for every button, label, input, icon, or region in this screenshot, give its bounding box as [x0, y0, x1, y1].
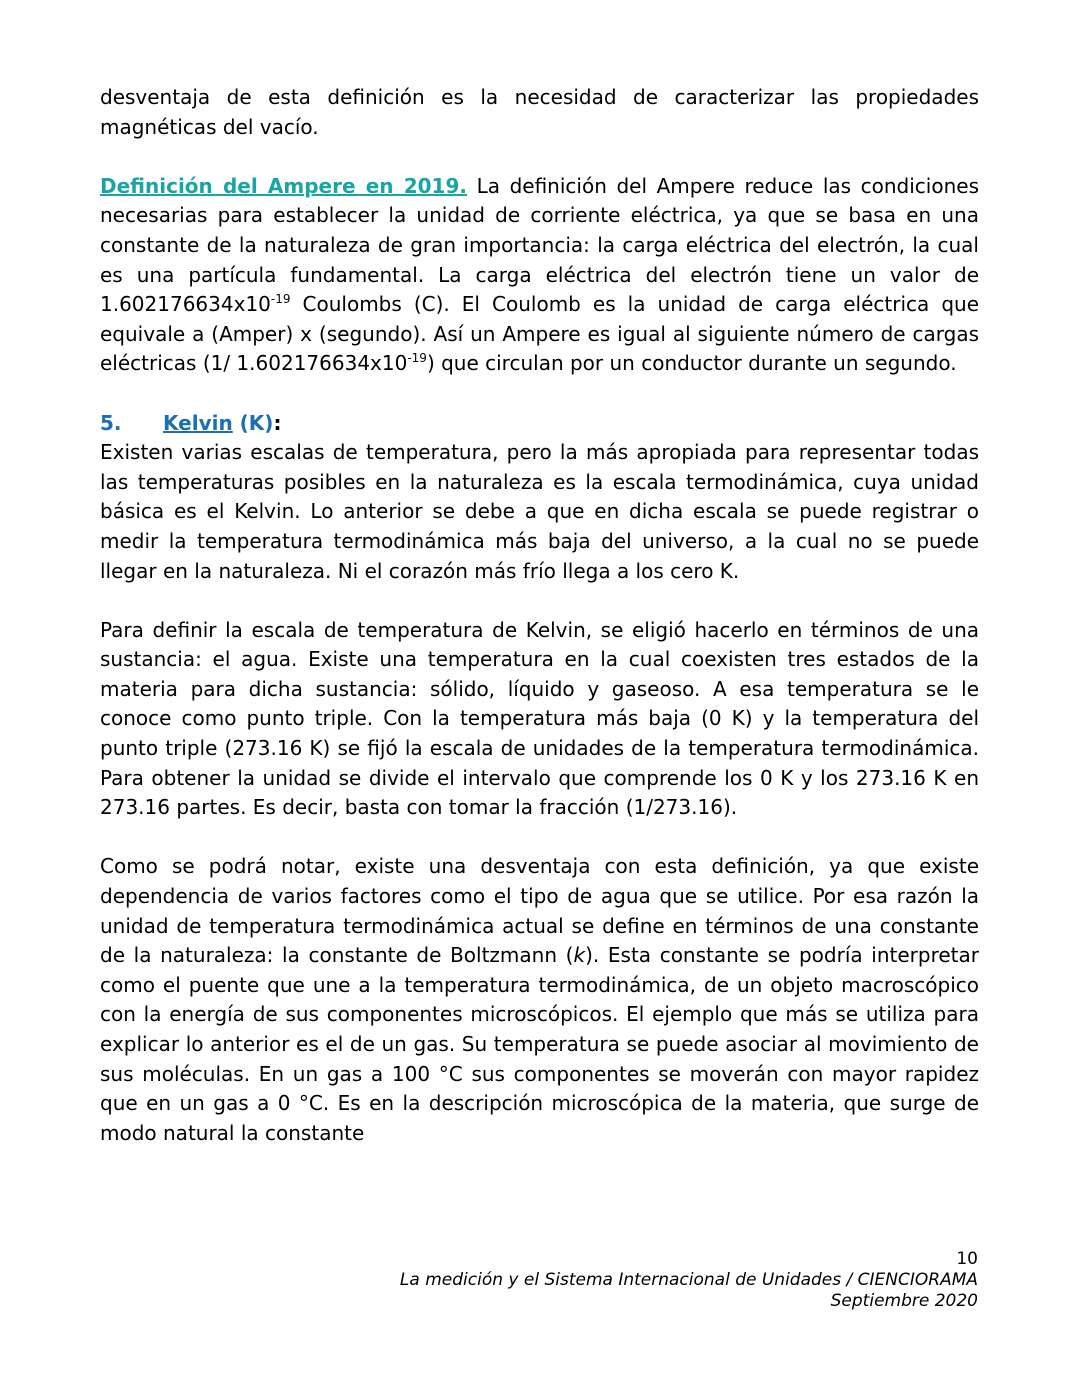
ampere-exponent-2: -19 — [407, 351, 427, 366]
page-number: 10 — [956, 1249, 978, 1269]
ampere-text-3: ) que circulan por un conductor durante un segundo. — [426, 351, 957, 376]
paragraph-ampere-2019 — [100, 172, 979, 379]
paragraph-magnetic-vacuum: desventaja de esta definición es la necesidad de caracterizar las propiedades magnéticas del vacío. — [100, 85, 979, 139]
paragraph-kelvin-scales: Existen varias escalas de temperatura, pero la más apropiada para representar todas las temperaturas posibles en la naturaleza es la escala termodinámica, cuya unidad básica es el Kelvin. Lo anterior se debe a que en dicha escala se puede registrar o medir la temperatura termodinámica más baja del universo, a la cual no se puede llegar en la naturaleza. Ni el corazón más frío llega a los cero K. — [100, 440, 979, 583]
ampere-text-1: La definición del Ampere reduce las condiciones necesarias para establecer la unidad de corriente eléctrica, ya que se basa en una constante de la naturaleza de gran importancia: la carga eléctrica del electrón, la cual es una partícula fundamental. La carga eléctrica del electrón tiene un valor de 1.602176634x10 — [100, 173, 979, 317]
paragraph-triple-point: Para definir la escala de temperatura de Kelvin, se eligió hacerlo en términos de una sustancia: el agua. Existe una temperatura en la cual coexisten tres estados de la materia para dicha sustancia: sólido, líquido y gaseoso. A esa temperatura se le conoce como punto triple. Con la temperatura más baja (0 K) y la temperatura del punto triple (273.16 K) se fijó la escala de unidades de la temperatura termodinámica. Para obtener la unidad se divide el intervalo que comprende los 0 K y los 273.16 K en 273.16 partes. Es decir, basta con tomar la fracción (1/273.16). — [100, 617, 979, 820]
heading-colon: : — [273, 410, 282, 435]
page-footer — [400, 1249, 978, 1312]
boltzmann-text-1: Como se podrá notar, existe una desventaja con esta definición, ya que existe dependencia de varios factores como el tipo de agua que se utilice. Por esa razón la unidad de temperatura termodinámica actual se define en términos de una constante de la naturaleza: la constante de Boltzmann ( — [100, 854, 979, 968]
footer-caption-date: Septiembre 2020 — [830, 1291, 978, 1311]
boltzmann-text-2: ). Esta constante se podría interpretar como el puente que une a la temperatura termodinámica, de un objeto macroscópico con la energía de sus componentes microscópicos. El ejemplo que más se utiliza para explicar lo anterior es el de un gas. Su temperatura se puede asociar al movimiento de sus moléculas. En un gas a 100 °C sus componentes se moverán con mayor rapidez que en un gas a 0 °C. Es en la descripción microscópica de la materia, que surge de modo natural la constante — [100, 943, 979, 1145]
document-body — [100, 83, 979, 1148]
boltzmann-k-symbol: k — [573, 943, 586, 968]
section-number: 5. — [100, 410, 122, 435]
paragraph-boltzmann — [100, 852, 979, 1148]
footer-caption-title: La medición y el Sistema Internacional de Unidades / CIENCIORAMA — [399, 1270, 978, 1290]
kelvin-link[interactable]: Kelvin — [163, 410, 233, 435]
ampere-text-2: Coulombs (C). El Coulomb es la unidad de carga eléctrica que equivale a (Amper) x (segundo). Así un Ampere es igual al siguiente número de cargas eléctricas (1/ 1.602176634x10 — [100, 292, 979, 376]
kelvin-section-heading — [100, 409, 979, 439]
ampere-exponent-1: -19 — [270, 292, 291, 307]
ampere-2019-link[interactable]: Definición del Ampere en 2019. — [100, 173, 467, 198]
kelvin-symbol: (K) — [232, 410, 274, 435]
